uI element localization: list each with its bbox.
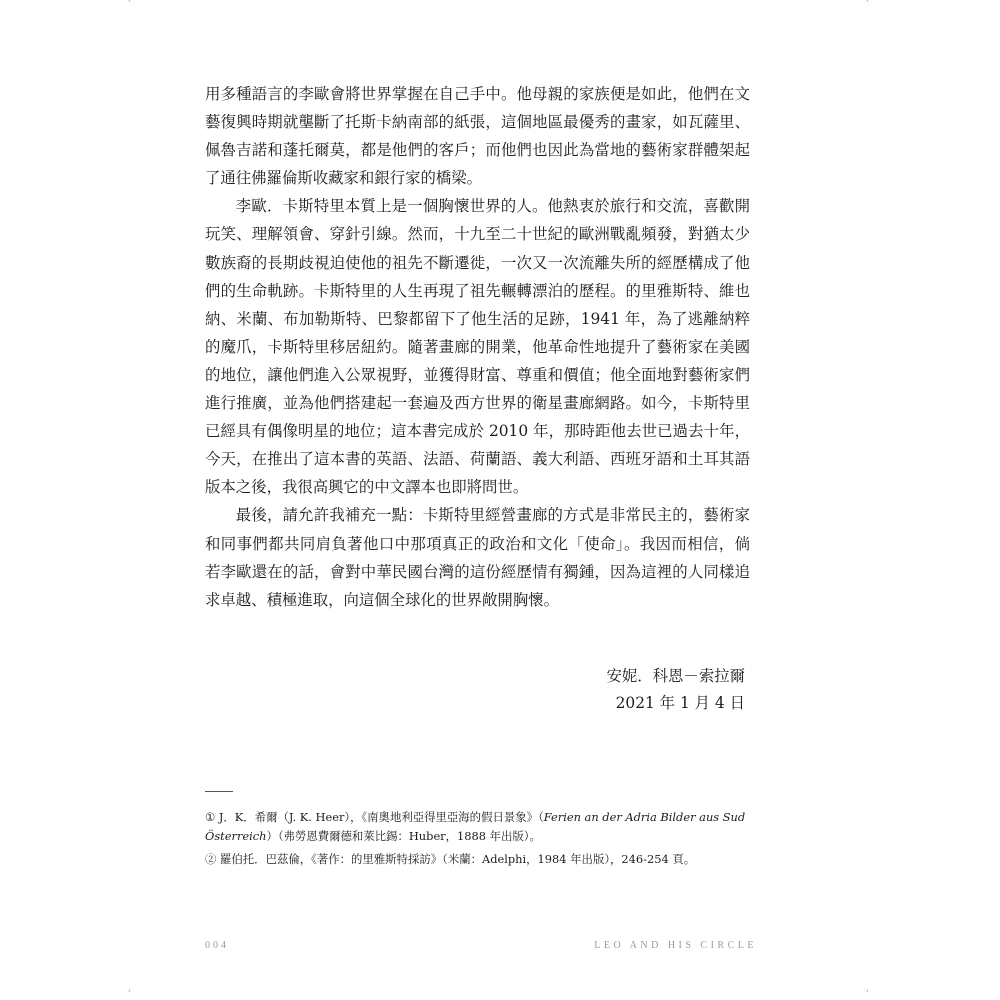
author-name: 安妮．科恩－索拉爾 xyxy=(606,667,745,685)
paragraph-1: 用多種語言的李歐會將世界掌握在自己手中。他母親的家族便是如此，他們在文藝復興時期就壟斷了托斯卡納南部的紙張，這個地區最優秀的畫家，如瓦薩里、佩魯吉諾和蓬托爾莫，都是他們的客戶；而他們也因此為當地的藝術家群體架起了通往佛羅倫斯收藏家和銀行家的橋梁。 xyxy=(205,85,750,188)
signature-block xyxy=(445,663,745,717)
page-number: 004 xyxy=(205,940,229,951)
footnote-1 xyxy=(205,808,750,846)
paragraph-3: 最後，請允許我補充一點：卡斯特里經營畫廊的方式是非常民主的，藝術家和同事們都共同肩負著他口中那項真正的政治和文化「使命」。我因而相信，倘若李歐還在的話，會對中華民國台灣的這份經歷情有獨鍾，因為這裡的人同樣追求卓越、積極進取，向這個全球化的世界敞開胸懷。 xyxy=(205,506,750,609)
running-head: LEO AND HIS CIRCLE xyxy=(594,940,757,951)
footnote-divider xyxy=(205,791,233,792)
crop-mark-top-left: ' xyxy=(128,0,131,9)
footnote-1-lead: ① J．K．希爾（J. K. Heer），《南奧地利亞得里亞海的假日景象》（ xyxy=(205,810,544,824)
signature-date: 2021 年 1 月 4 日 xyxy=(615,694,745,712)
footnote-1-title: Ferien an der Adria Bilder aus Sud Österreich xyxy=(205,810,746,843)
crop-mark-bottom-left: ' xyxy=(128,989,131,999)
paragraph-2: 李歐．卡斯特里本質上是一個胸懷世界的人。他熱衷於旅行和交流，喜歡開玩笑、理解領會、穿針引線。然而，十九至二十世紀的歐洲戰亂頻發，對猶太少數族裔的長期歧視迫使他的祖先不斷遷徙，一次又一次流離失所的經歷構成了他們的生命軌跡。卡斯特里的人生再現了祖先輾轉漂泊的歷程。的里雅斯特、維也納、米蘭、布加勒斯特、巴黎都留下了他生活的足跡，1941 年，為了逃離納粹的魔爪，卡斯特里移居紐約。隨著畫廊的開業，他革命性地提升了藝術家在美國的地位，讓他們進入公眾視野，並獲得財富、尊重和價值；他全面地對藝術家們進行推廣，並為他們搭建起一套遍及西方世界的衛星畫廊網路。如今，卡斯特里已經具有偶像明星的地位；這本書完成於 2010 年，那時距他去世已過去十年，今天，在推出了這本書的英語、法語、荷蘭語、義大利語、西班牙語和土耳其語版本之後，我很高興它的中文譯本也即將問世。 xyxy=(205,197,750,497)
footnote-2: ② 羅伯托．巴茲倫，《著作：的里雅斯特採訪》（米蘭：Adelphi，1984 年出版），246-254 頁。 xyxy=(205,852,696,866)
crop-mark-bottom-right: ' xyxy=(866,989,869,999)
body-text xyxy=(205,80,750,614)
footnote-1-tail: ）（弗勞恩費爾德和萊比錫：Huber，1888 年出版）。 xyxy=(266,829,541,843)
crop-mark-top-right: ' xyxy=(866,0,869,9)
footnotes xyxy=(205,808,750,873)
